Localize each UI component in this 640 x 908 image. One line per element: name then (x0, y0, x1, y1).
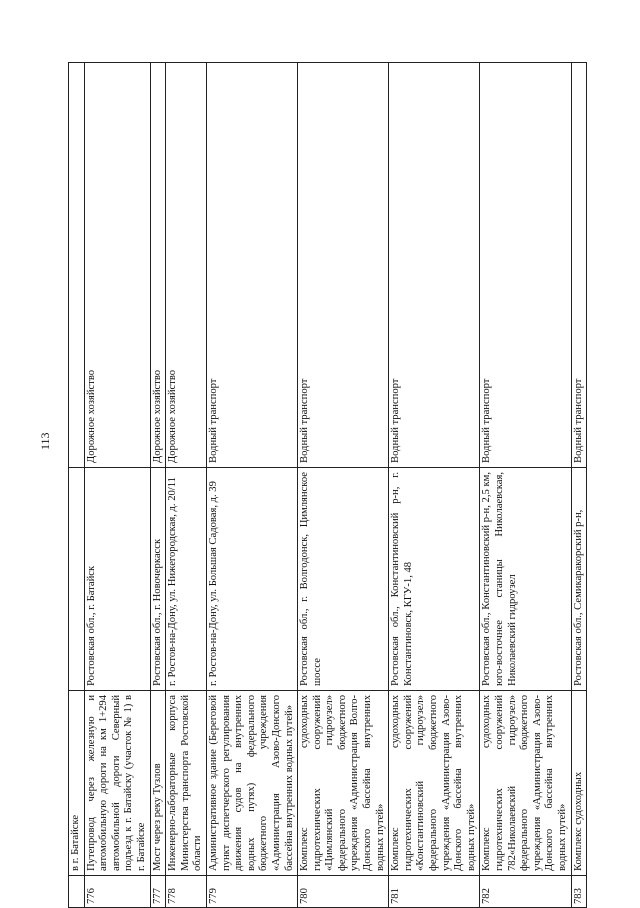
object-address: г. Ростов-на-Дону, ул. Нижегородская, д. 20/11 (166, 468, 207, 691)
object-address: Ростовская обл., Константиновский р-н, г. Константиновск, КГУ-1, 48 (389, 468, 480, 691)
object-address: г. Ростов-на-Дону, ул. Большая Садовая, д. 39 (206, 468, 297, 691)
row-number: 776 (84, 876, 150, 908)
table-row (480, 63, 571, 908)
object-address: Ростовская обл., г. Волгодонск, Цимлянское шоссе (298, 468, 389, 691)
object-address: Ростовская обл., Константиновский р-н, 2,5 км, юго-восточнее станицы Николаевская, Николаевский гидроузел (480, 468, 571, 691)
object-name: Путепровод через железную и автомобильную дороги на км 1+294 автомобильной дороги Северный подъезд к г. Батайску (участок № 1) в г. Батайске (84, 691, 150, 876)
object-address: Ростовская обл., г. Батайск (84, 468, 150, 691)
table-row (571, 63, 587, 908)
table-row (84, 63, 150, 908)
table-row (166, 63, 207, 908)
object-address (69, 468, 85, 691)
row-number (69, 876, 85, 908)
object-category: Водный транспорт (298, 63, 389, 468)
object-category (69, 63, 85, 468)
row-number: 783 (571, 876, 587, 908)
object-category: Водный транспорт (206, 63, 297, 468)
table-row (69, 63, 85, 908)
row-number: 780 (298, 876, 389, 908)
row-number: 782 (480, 876, 571, 908)
object-name: Мост через реку Тузлов (150, 691, 166, 876)
row-number: 777 (150, 876, 166, 908)
object-address: Ростовская обл., Семикаракорский р-н, (571, 468, 587, 691)
page-number: 113 (38, 432, 52, 450)
row-number: 779 (206, 876, 297, 908)
table-row (206, 63, 297, 908)
objects-table (68, 62, 587, 908)
object-address: Ростовская обл., г. Новочеркасск (150, 468, 166, 691)
rotated-table-container (68, 63, 593, 908)
object-name: Комплекс судоходных гидротехнических сооружений 782«Николаевский гидроузел» федерального бюджетного учреждения «Администрация Азово-Донского бассейна внутренних водных путей» (480, 691, 571, 876)
object-name: Комплекс судоходных (571, 691, 587, 876)
table-row (150, 63, 166, 908)
object-category: Водный транспорт (389, 63, 480, 468)
object-category: Дорожное хозяйство (166, 63, 207, 468)
object-category: Дорожное хозяйство (84, 63, 150, 468)
object-category: Дорожное хозяйство (150, 63, 166, 468)
object-name: Комплекс судоходных гидротехнических сооружений «Константиновский гидроузел» федерального бюджетного учреждения «Администрация Азово-Донского бассейна внутренних водных путей» (389, 691, 480, 876)
object-name: Комплекс судоходных гидротехнических сооружений «Цимлянский гидроузел» федерального бюджетного учреждения «Администрация Волго-Донского бассейна внутренних водных путей» (298, 691, 389, 876)
object-name: Административное здание (Береговой пункт диспетчерского регулирования движения судов на внутренних водных путях) федерального бюджетного учреждения «Администрация Азово-Донского бассейна внутренних водных путей» (206, 691, 297, 876)
object-category: Водный транспорт (571, 63, 587, 468)
table-row (298, 63, 389, 908)
object-name: в г. Батайске (69, 691, 85, 876)
object-category: Водный транспорт (480, 63, 571, 468)
row-number: 778 (166, 876, 207, 908)
table-row (389, 63, 480, 908)
row-number: 781 (389, 876, 480, 908)
object-name: Инженерно-лабораторные корпуса Министерства транспорта Ростовской области (166, 691, 207, 876)
